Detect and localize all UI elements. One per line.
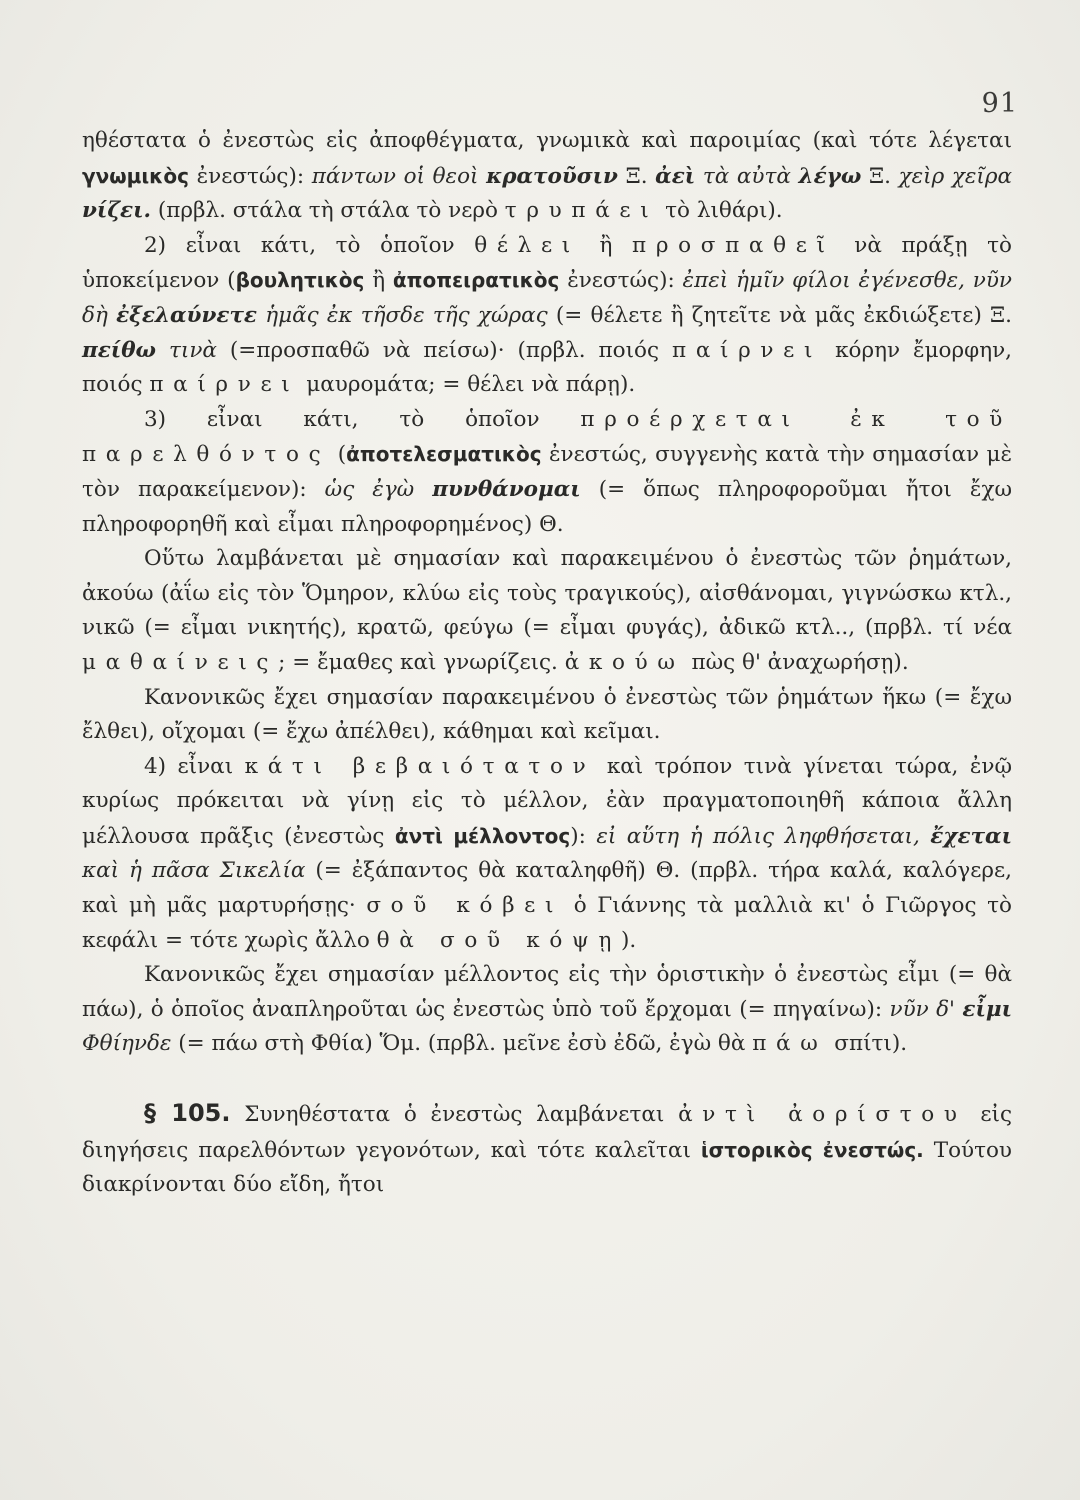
page-body xyxy=(82,124,1012,1203)
section-number: § 105. xyxy=(144,1099,231,1128)
paragraph-conative: 2) εἶναι κάτι, τὸ ὁποῖον θέλει ἢ προσπαθεῖ νὰ πράξῃ τὸ ὑποκείμενον (βουλητικὸς ἢ ἀποπειρατικὸς ἐνεστώς): ἐπεὶ ἡμῖν φίλοι ἐγένεσθε, νῦν δὴ ἐξελαύνετε ἡμᾶς ἐκ τῆσδε τῆς χώρας (= θέλετε ἢ ζητεῖτε νὰ μᾶς ἐκδιώξετε) Ξ. πείθω τινὰ (=προσπαθῶ νὰ πείσω)· (πρβλ. ποιός παίρνει κόρην ἔμορφην, ποιός παίρνει μαυρομάτα; = θέλει νὰ πάρῃ). xyxy=(82,232,1013,398)
paragraph-gnomic: ηθέστατα ὁ ἐνεστὼς εἰς ἀποφθέγματα, γνωμικὰ καὶ παροιμίας (καὶ τότε λέγεται γνωμικὸς ἐνεστώς): πάντων οἱ θεοὶ κρατοῦσιν Ξ. ἀεὶ τὰ αὐτὰ λέγω Ξ. χεὶρ χεῖρα νίζει. (πρβλ. στάλα τὴ στάλα τὸ νερὸ τρυπάει τὸ λιθάρι). xyxy=(82,128,1012,224)
paragraph-resultative: 3) εἶναι κάτι, τὸ ὁποῖον προέρχεται ἐκ τοῦ παρελθόντος (ἀποτελεσματικὸς ἐνεστώς, συγγενὴς κατὰ τὴν σημασίαν μὲ τὸν παρακείμενον): ὡς ἐγὼ πυνθάνομαι (= ὅπως πληροφοροῦμαι ἤτοι ἔχω πληροφορηθῆ καὶ εἶμαι πληροφορημένος) Θ. xyxy=(82,406,1013,537)
page-number: 91 xyxy=(981,88,1018,119)
paragraph-regular-future: Κανονικῶς ἔχει σημασίαν μέλλοντος εἰς τὴν ὁριστικὴν ὁ ἐνεστὼς εἶμι (= θὰ πάω), ὁ ὁποῖος ἀναπληροῦται ὡς ἐνεστὼς ὑπὸ τοῦ ἔρχομαι (= πηγαίνω): νῦν δ' εἶμι Φθίηνδε (= πάω στὴ Φθία) Ὅμ. (πρβλ. μεῖνε ἐσὺ ἐδῶ, ἐγὼ θὰ πάω σπίτι). xyxy=(82,962,1012,1057)
paragraph-regular-perfect: Κανονικῶς ἔχει σημασίαν παρακειμένου ὁ ἐνεστὼς τῶν ῥημάτων ἥκω (= ἔχω ἔλθει), οἴχομαι (= ἔχω ἀπέλθει), κάθημαι καὶ κεῖμαι. xyxy=(82,684,1012,745)
section-105: § 105. Συνηθέστατα ὁ ἐνεστὼς λαμβάνεται ἀντὶ ἀορίστου εἰς διηγήσεις παρελθόντων γεγονότων, καὶ τότε καλεῖται ἱστορικὸς ἐνεστώς. Τούτου διακρίνονται δύο εἴδη, ἤτοι xyxy=(82,1099,1013,1198)
paragraph-perfect-meaning: Οὕτω λαμβάνεται μὲ σημασίαν καὶ παρακειμένου ὁ ἐνεστὼς τῶν ῥημάτων, ἀκούω (ἀΐω εἰς τὸν Ὅμηρον, κλύω εἰς τοὺς τραγικούς), αἰσθάνομαι, γιγνώσκω κτλ., νικῶ (= εἶμαι νικητής), κρατῶ, φεύγω (= εἶμαι φυγάς), ἀδικῶ κτλ.., (πρβλ. τί νέα μαθαίνεις; = ἔμαθες καὶ γνωρίζεις. ἀκούω πὼς θ' ἀναχωρήσῃ). xyxy=(82,546,1012,675)
paragraph-future: 4) εἶναι κάτι βεβαιότατον καὶ τρόπον τινὰ γίνεται τώρα, ἐνῷ κυρίως πρόκειται νὰ γίνῃ εἰς τὸ μέλλον, ἐὰν πραγματοποιηθῆ κάποια ἄλλη μέλλουσα πρᾶξις (ἐνεστὼς ἀντὶ μέλλοντος): εἰ αὕτη ἡ πόλις ληφθήσεται, ἔχεται καὶ ἡ πᾶσα Σικελία (= ἐξάπαντος θὰ καταληφθῆ) Θ. (πρβλ. τήρα καλά, καλόγερε, καὶ μὴ μᾶς μαρτυρήσῃς· σοῦ κόβει ὁ Γιάννης τὰ μαλλιὰ κι' ὁ Γιῶργος τὸ κεφάλι = τότε χωρὶς ἄλλο θὰ σοῦ κόψῃ). xyxy=(82,753,1012,953)
